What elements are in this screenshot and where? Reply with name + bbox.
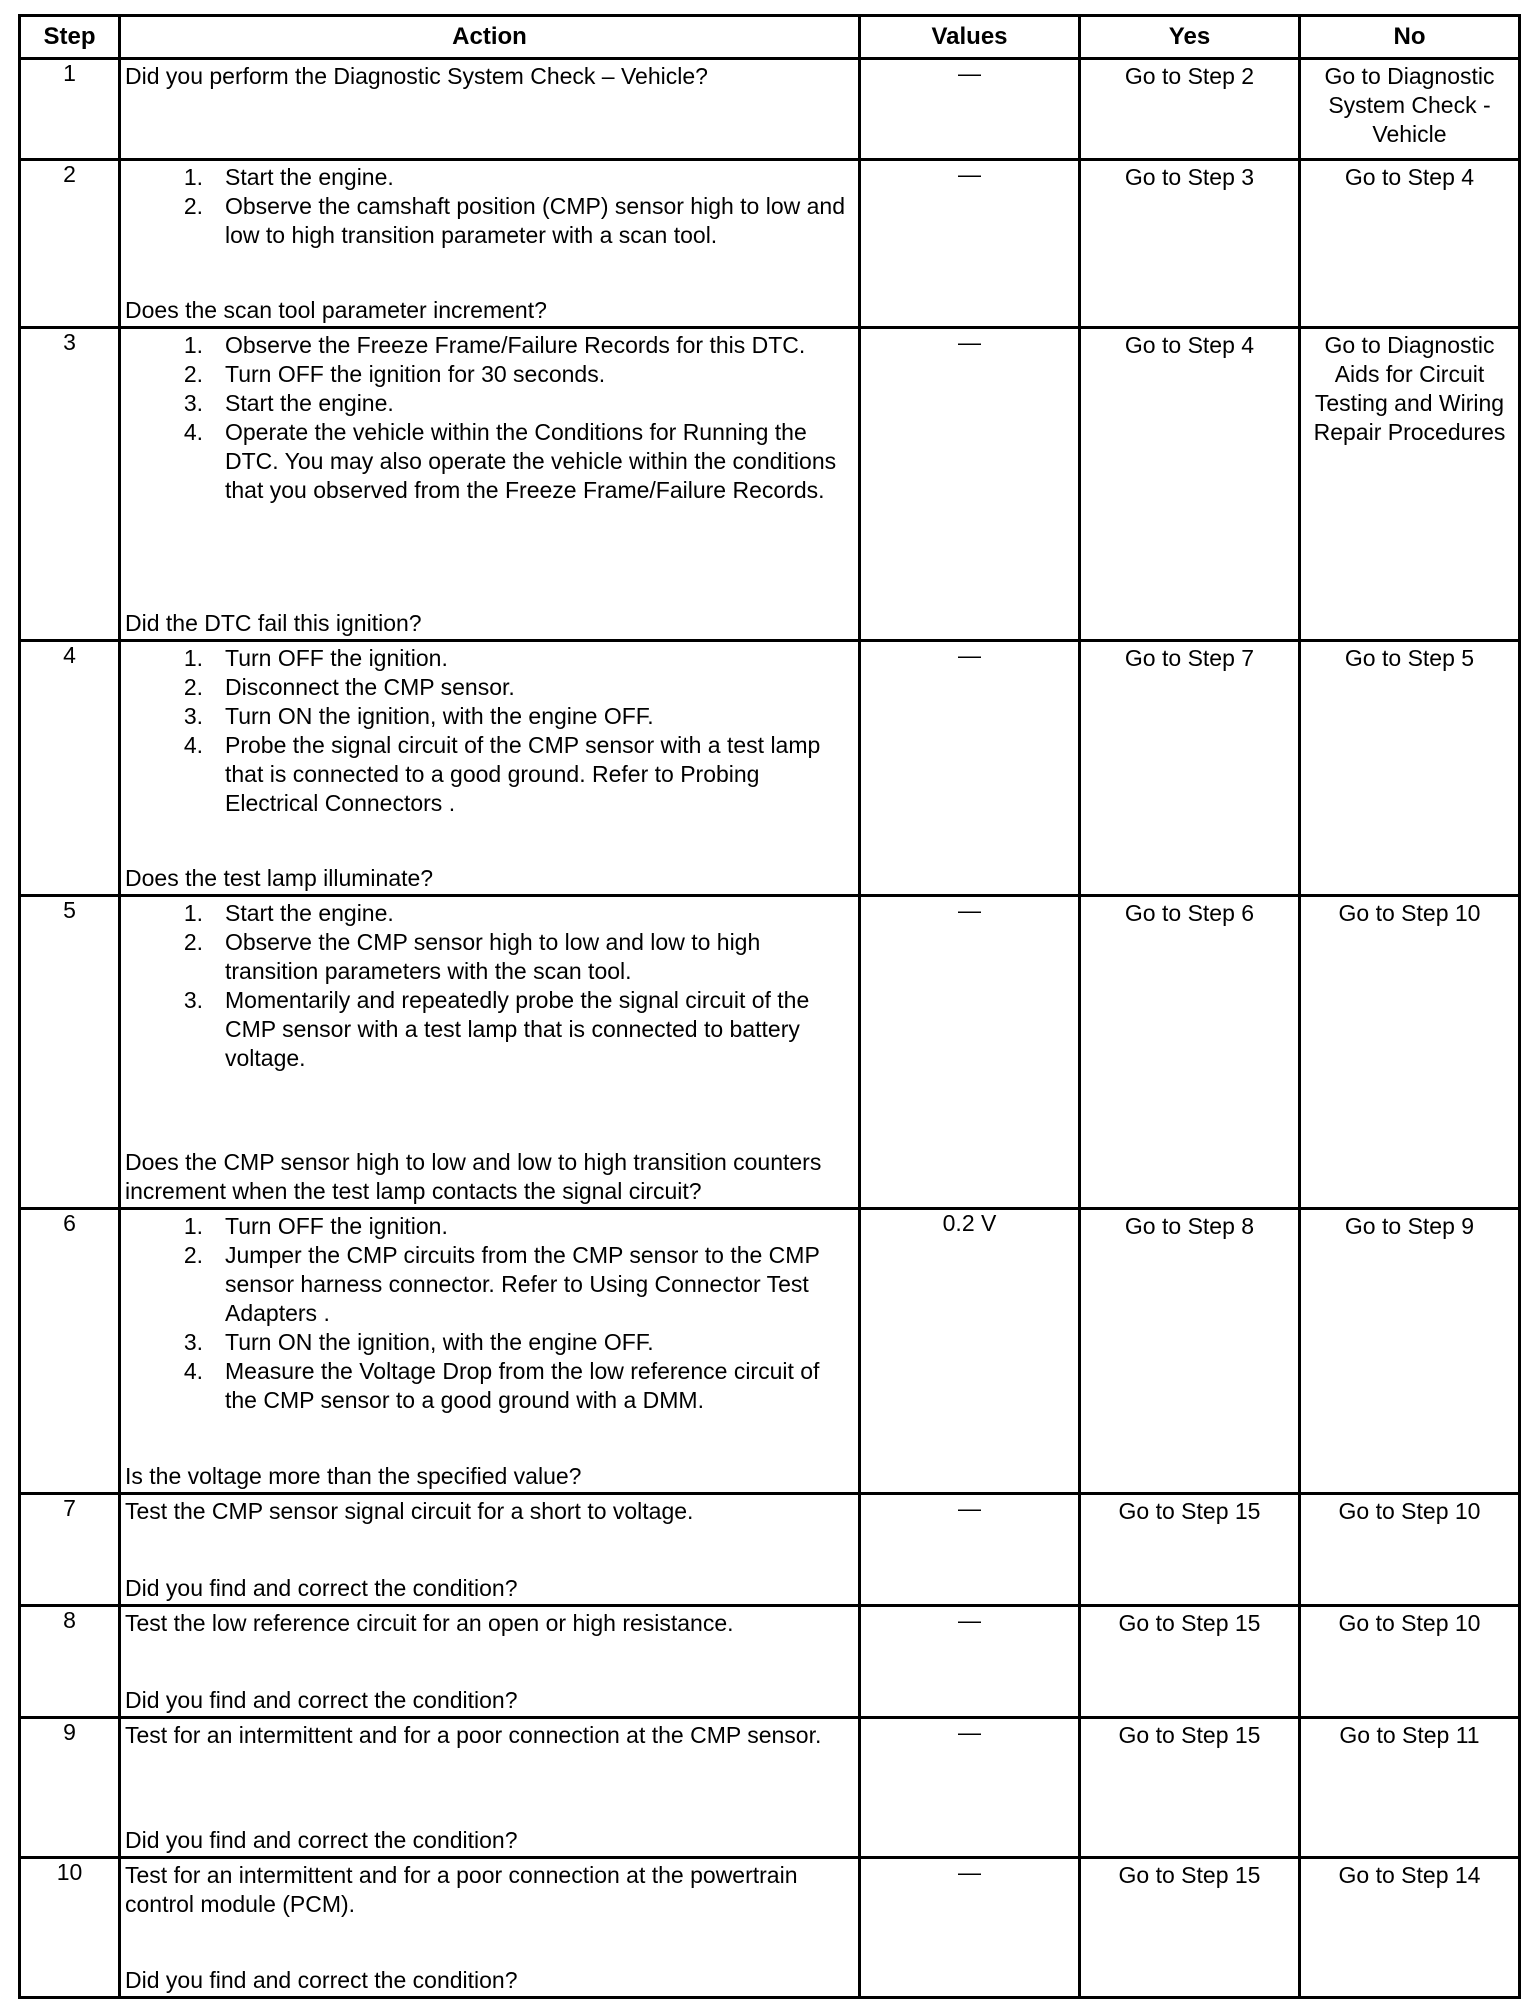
step-number: 8 (20, 1606, 120, 1718)
list-item (125, 899, 852, 928)
action-cell (120, 1606, 860, 1718)
list-item-number: 3. (183, 1329, 203, 1355)
action-cell (120, 160, 860, 328)
list-item-text: Observe the Freeze Frame/Failure Records for this DTC. (225, 332, 806, 358)
no-cell (1300, 1606, 1520, 1718)
step-number: 2 (20, 160, 120, 328)
table-row (20, 1494, 1520, 1606)
list-item-text: Turn OFF the ignition. (225, 645, 448, 671)
yes-link-text: Go to Step 2 (1124, 63, 1255, 89)
list-item-number: 4. (183, 1358, 203, 1384)
list-item-number: 4. (183, 732, 203, 758)
list-item-text: Operate the vehicle within the Conditions for Running the DTC. You may also operate the vehicle within the conditions that you observed from the Freeze Frame/Failure Records. (225, 419, 837, 503)
table-row (20, 1718, 1520, 1858)
action-instructions (125, 1497, 852, 1526)
action-question: Does the test lamp illuminate? (125, 865, 434, 891)
list-item-text: Turn ON the ignition, with the engine OFF. (225, 703, 654, 729)
list-item-number: 1. (183, 645, 203, 671)
no-cell (1300, 896, 1520, 1209)
action-cell (120, 1858, 860, 1998)
list-item-number: 4. (183, 419, 203, 445)
list-item-text: Disconnect the CMP sensor. (225, 674, 515, 700)
table-row (20, 160, 1520, 328)
no-link-text: Go to Diagnostic Aids for Circuit Testing and Wiring Repair Procedures (1313, 332, 1506, 445)
yes-cell (1080, 1858, 1300, 1998)
header-no: No (1300, 16, 1520, 59)
action-cell (120, 1209, 860, 1494)
values-cell: — (860, 1718, 1080, 1858)
action-instructions (125, 62, 852, 91)
yes-link-text: Go to Step 8 (1124, 1213, 1255, 1239)
list-item-number: 1. (183, 164, 203, 190)
action-instructions (125, 644, 852, 818)
action-content (121, 161, 858, 326)
list-item (125, 163, 852, 192)
no-cell (1300, 1858, 1520, 1998)
action-content (121, 1210, 858, 1492)
yes-cell (1080, 328, 1300, 641)
step-number: 3 (20, 328, 120, 641)
list-item (125, 1212, 852, 1241)
yes-cell (1080, 1718, 1300, 1858)
list-item (125, 389, 852, 418)
values-cell: — (860, 328, 1080, 641)
yes-link-text: Go to Step 15 (1118, 1862, 1261, 1888)
list-item-text: Start the engine. (225, 390, 394, 416)
no-link-text: Go to Step 14 (1338, 1862, 1481, 1888)
no-cell (1300, 328, 1520, 641)
table-row (20, 1606, 1520, 1718)
list-item-number: 2. (183, 674, 203, 700)
list-item-text: Momentarily and repeatedly probe the signal circuit of the CMP sensor with a test lamp that is connected to battery voltage. (225, 987, 810, 1071)
table-row (20, 641, 1520, 896)
values-cell: 0.2 V (860, 1209, 1080, 1494)
action-question: Did you find and correct the condition? (125, 1967, 518, 1993)
action-question: Did the DTC fail this ignition? (125, 610, 422, 636)
action-content (121, 1495, 858, 1604)
list-item-number: 1. (183, 1213, 203, 1239)
action-instructions (125, 1861, 852, 1919)
no-link-text: Go to Step 4 (1344, 164, 1475, 190)
no-cell (1300, 1209, 1520, 1494)
list-item (125, 360, 852, 389)
header-action: Action (120, 16, 860, 59)
yes-cell (1080, 1606, 1300, 1718)
values-cell: — (860, 160, 1080, 328)
no-cell (1300, 1718, 1520, 1858)
action-content (121, 1607, 858, 1716)
list-item-text: Observe the camshaft position (CMP) sensor high to low and low to high transition parameter with a scan tool. (225, 193, 846, 248)
values-cell: — (860, 641, 1080, 896)
list-item-number: 3. (183, 987, 203, 1013)
action-question: Did you find and correct the condition? (125, 1575, 518, 1601)
action-content (121, 60, 858, 158)
values-cell: — (860, 1606, 1080, 1718)
action-instructions (125, 899, 852, 1073)
list-item-number: 3. (183, 703, 203, 729)
list-item (125, 1328, 852, 1357)
yes-link-text: Go to Step 3 (1124, 164, 1255, 190)
action-text: Test the CMP sensor signal circuit for a short to voltage. (125, 1498, 694, 1524)
action-content (121, 897, 858, 1207)
action-cell (120, 328, 860, 641)
step-number: 6 (20, 1209, 120, 1494)
page (18, 14, 1518, 1999)
list-item (125, 702, 852, 731)
header-step: Step (20, 16, 120, 59)
no-cell (1300, 160, 1520, 328)
action-content (121, 1719, 858, 1856)
diagnostic-table (18, 14, 1521, 1999)
step-number: 4 (20, 641, 120, 896)
list-item (125, 1357, 852, 1415)
values-cell: — (860, 896, 1080, 1209)
action-question: Does the scan tool parameter increment? (125, 297, 547, 323)
no-cell (1300, 59, 1520, 160)
list-item-text: Turn OFF the ignition for 30 seconds. (225, 361, 606, 387)
header-values: Values (860, 16, 1080, 59)
list-item-number: 1. (183, 332, 203, 358)
list-item (125, 928, 852, 986)
action-question: Did you find and correct the condition? (125, 1687, 518, 1713)
yes-cell (1080, 160, 1300, 328)
no-link-text: Go to Step 11 (1339, 1722, 1480, 1748)
list-item (125, 418, 852, 505)
action-cell (120, 1718, 860, 1858)
action-text: Did you perform the Diagnostic System Check – Vehicle? (125, 63, 708, 89)
action-instructions (125, 331, 852, 505)
step-number: 5 (20, 896, 120, 1209)
list-item-text: Probe the signal circuit of the CMP sensor with a test lamp that is connected to a good ground. Refer to Probing Electrical Connectors . (225, 732, 821, 816)
list-item-text: Observe the CMP sensor high to low and low to high transition parameters with the scan tool. (225, 929, 761, 984)
action-cell (120, 59, 860, 160)
list-item-number: 2. (183, 361, 203, 387)
action-cell (120, 641, 860, 896)
action-content (121, 1859, 858, 1996)
list-item-number: 3. (183, 390, 203, 416)
yes-cell (1080, 1209, 1300, 1494)
no-link-text: Go to Step 5 (1344, 645, 1475, 671)
yes-link-text: Go to Step 6 (1124, 900, 1255, 926)
action-instructions (125, 1609, 852, 1638)
list-item (125, 192, 852, 250)
action-text: Test the low reference circuit for an open or high resistance. (125, 1610, 734, 1636)
action-cell (120, 896, 860, 1209)
yes-cell (1080, 896, 1300, 1209)
instruction-list (125, 1212, 852, 1415)
values-cell: — (860, 1858, 1080, 1998)
yes-cell (1080, 1494, 1300, 1606)
table-row (20, 896, 1520, 1209)
list-item-text: Turn OFF the ignition. (225, 1213, 448, 1239)
no-link-text: Go to Diagnostic System Check - Vehicle (1324, 63, 1495, 147)
no-link-text: Go to Step 10 (1338, 900, 1481, 926)
table-row (20, 1858, 1520, 1998)
header-row (20, 16, 1520, 59)
list-item-text: Start the engine. (225, 900, 394, 926)
action-content (121, 642, 858, 894)
step-number: 9 (20, 1718, 120, 1858)
header-yes: Yes (1080, 16, 1300, 59)
instruction-list (125, 644, 852, 818)
yes-cell (1080, 641, 1300, 896)
list-item-number: 2. (183, 929, 203, 955)
list-item-text: Start the engine. (225, 164, 394, 190)
no-cell (1300, 1494, 1520, 1606)
no-link-text: Go to Step 10 (1338, 1610, 1481, 1636)
action-text: Test for an intermittent and for a poor connection at the powertrain control module (PCM). (125, 1862, 798, 1917)
list-item (125, 1241, 852, 1328)
yes-link-text: Go to Step 7 (1124, 645, 1255, 671)
yes-link-text: Go to Step 15 (1118, 1498, 1261, 1524)
list-item-number: 1. (183, 900, 203, 926)
action-instructions (125, 1212, 852, 1415)
list-item-number: 2. (183, 1242, 203, 1268)
list-item (125, 331, 852, 360)
step-number: 7 (20, 1494, 120, 1606)
action-question: Is the voltage more than the specified value? (125, 1463, 582, 1489)
step-number: 1 (20, 59, 120, 160)
action-instructions (125, 163, 852, 250)
instruction-list (125, 331, 852, 505)
action-content (121, 329, 858, 639)
list-item (125, 731, 852, 818)
yes-link-text: Go to Step 15 (1118, 1722, 1261, 1748)
action-instructions (125, 1721, 852, 1750)
yes-link-text: Go to Step 15 (1118, 1610, 1261, 1636)
no-link-text: Go to Step 9 (1344, 1213, 1475, 1239)
action-cell (120, 1494, 860, 1606)
list-item-text: Jumper the CMP circuits from the CMP sensor to the CMP sensor harness connector. Refer to Using Connector Test Adapters . (225, 1242, 820, 1326)
list-item (125, 673, 852, 702)
table-row (20, 328, 1520, 641)
instruction-list (125, 163, 852, 250)
list-item (125, 644, 852, 673)
action-text: Test for an intermittent and for a poor connection at the CMP sensor. (125, 1722, 822, 1748)
no-link-text: Go to Step 10 (1338, 1498, 1481, 1524)
list-item-text: Turn ON the ignition, with the engine OFF. (225, 1329, 654, 1355)
table-row (20, 59, 1520, 160)
yes-cell (1080, 59, 1300, 160)
yes-link-text: Go to Step 4 (1124, 332, 1255, 358)
list-item-number: 2. (183, 193, 203, 219)
list-item-text: Measure the Voltage Drop from the low reference circuit of the CMP sensor to a good ground with a DMM. (225, 1358, 820, 1413)
table-body (20, 59, 1520, 1998)
instruction-list (125, 899, 852, 1073)
values-cell: — (860, 1494, 1080, 1606)
list-item (125, 986, 852, 1073)
action-question: Did you find and correct the condition? (125, 1827, 518, 1853)
action-question: Does the CMP sensor high to low and low to high transition counters increment when the test lamp contacts the signal circuit? (125, 1149, 822, 1204)
no-cell (1300, 641, 1520, 896)
step-number: 10 (20, 1858, 120, 1998)
table-row (20, 1209, 1520, 1494)
values-cell: — (860, 59, 1080, 160)
